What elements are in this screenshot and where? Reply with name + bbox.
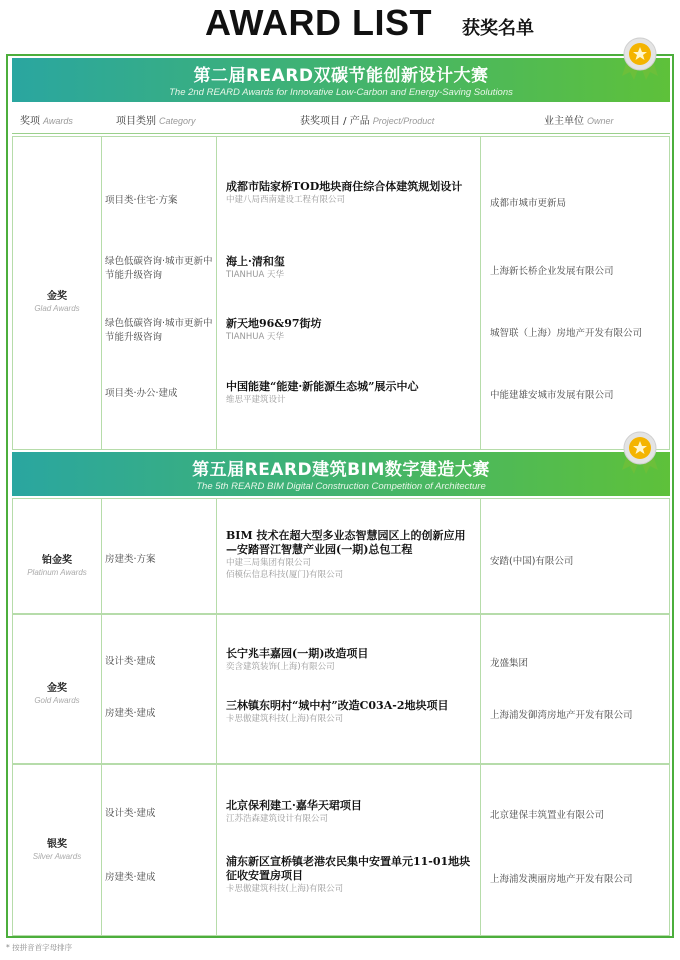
category-cell: 房建类·建成: [105, 708, 156, 719]
owner-cell: 中能建雄安城市发展有限公司: [490, 390, 614, 401]
project-cell: 浦东新区宣桥镇老港农民集中安置单元11-01地块征收安置房项目 卡思傲建筑科技(上海)有限公司: [226, 855, 471, 894]
category-cell: 绿色低碳咨询·城市更新中节能升级咨询: [105, 318, 213, 343]
owner-cell: 上海浦发御湾房地产开发有限公司: [490, 710, 633, 721]
competition-subtitle-1: The 2nd REARD Awards for Innovative Low-Carbon and Energy-Saving Solutions: [169, 87, 513, 98]
competition-banner-1: [12, 58, 670, 102]
category-cell: 绿色低碳咨询·城市更新中节能升级咨询: [105, 256, 213, 281]
column-header-row: [12, 102, 670, 134]
medal-icon: [620, 36, 660, 82]
competition-banner-2: [12, 452, 670, 496]
project-cell: 海上·清和玺 TIANHUA 天华: [226, 255, 285, 280]
page-subtitle: 获奖名单: [462, 18, 534, 39]
owner-cell: 安踏(中国)有限公司: [490, 556, 574, 567]
award-label-platinum: 铂金奖 Platinum Awards: [27, 555, 87, 577]
category-cell: 项目类·办公·建成: [105, 388, 178, 399]
category-cell: 项目类·住宅·方案: [105, 195, 178, 206]
owner-cell: 北京建保丰筑置业有限公司: [490, 810, 605, 821]
category-cell: 设计类·建成: [105, 808, 156, 819]
owner-cell: 成都市城市更新局: [490, 198, 567, 209]
page-title: AWARD LIST: [205, 2, 432, 43]
project-cell: 三林镇东明村“城中村”改造C03A-2地块项目 卡思傲建筑科技(上海)有限公司: [226, 699, 449, 724]
owner-cell: 上海新长桥企业发展有限公司: [490, 266, 614, 277]
award-label-gold-2: 金奖 Gold Awards: [34, 683, 80, 705]
owner-cell: 城智联（上海）房地产开发有限公司: [490, 328, 643, 339]
column-header-owner: 业主单位 Owner: [544, 116, 614, 127]
column-header-category: 项目类别 Category: [116, 116, 196, 127]
award-section-gold-2: [12, 614, 670, 764]
medal-icon: [620, 430, 660, 476]
category-cell: 设计类·建成: [105, 656, 156, 667]
owner-cell: 龙盛集团: [490, 658, 529, 669]
category-cell: 房建类·方案: [105, 554, 156, 565]
column-header-award: 奖项 Awards: [20, 116, 73, 127]
category-cell: 房建类·建成: [105, 872, 156, 883]
project-cell: 长宁兆丰嘉园(一期)改造项目 奕含建筑装饰(上海)有限公司: [226, 647, 369, 672]
project-cell: 成都市陆家桥TOD地块商住综合体建筑规划设计 中建八局西南建设工程有限公司: [226, 180, 463, 205]
competition-title-2: 第五届REARD建筑BIM数字建造大赛: [192, 460, 490, 480]
award-label-silver: 银奖 Silver Awards: [32, 839, 82, 861]
award-list-frame: [6, 54, 674, 938]
award-label-gold-1: 金奖 Glad Awards: [34, 291, 80, 313]
competition-subtitle-2: The 5th REARD BIM Digital Construction Competition of Architecture: [196, 481, 486, 492]
project-cell: 北京保利建工·嘉华天珺项目 江苏浩森建筑设计有限公司: [226, 799, 362, 824]
page-header: [0, 0, 680, 50]
award-section-gold-1: [12, 136, 670, 450]
column-header-project: 获奖项目 / 产品 Project/Product: [300, 116, 435, 127]
award-section-silver: [12, 764, 670, 936]
owner-cell: 上海浦发澳丽房地产开发有限公司: [490, 874, 633, 885]
project-cell: 新天地96&97街坊 TIANHUA 天华: [226, 317, 322, 342]
competition-title-1: 第二届REARD双碳节能创新设计大赛: [193, 66, 489, 86]
award-section-platinum: [12, 498, 670, 614]
footnote: * 按拼音首字母排序: [6, 943, 73, 952]
project-cell: BIM 技术在超大型多业态智慧园区上的创新应用—安踏晋江智慧产业园(一期)总包工程 中建三局集团有限公司 佰模伝信息科技(厦门)有限公司: [226, 529, 466, 580]
project-cell: 中国能建“能建·新能源生态城”展示中心 维思平建筑设计: [226, 380, 419, 405]
